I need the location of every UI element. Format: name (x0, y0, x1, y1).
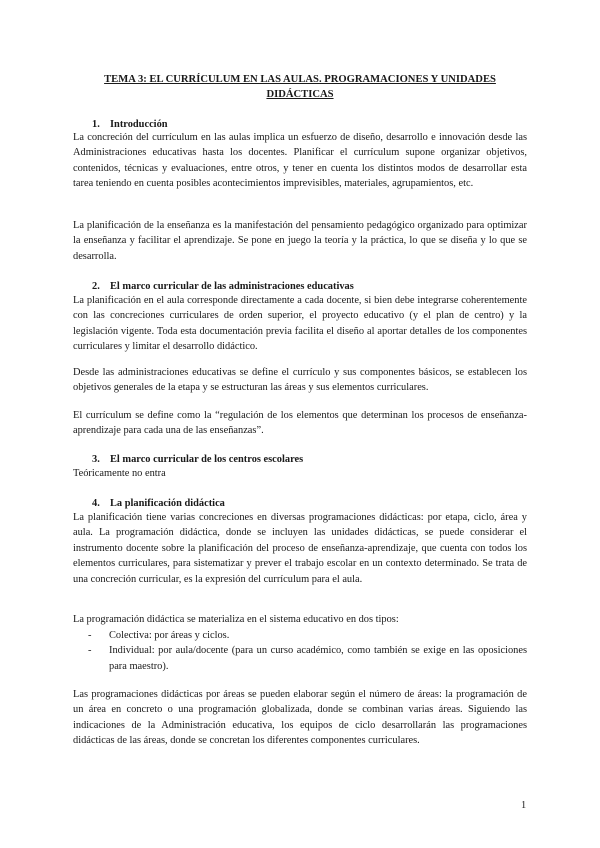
list-item (88, 628, 527, 643)
list-item (88, 643, 527, 674)
section-2-paragraph-1: La planificación en el aula corresponde directamente a cada docente, si bien debe integrarse coherentemente con las concreciones curriculares de orden superior, el proyecto educativo (y el plan de centro) y la legislación vigente. Toda esta documentación previa facilita el diseño al aportar detalles de los componentes curriculares y limitar el desarrollo didáctico. (73, 295, 527, 353)
document-title: TEMA 3: EL CURRÍCULUM EN LAS AULAS. PROGRAMACIONES Y UNIDADES DIDÁCTICAS (104, 74, 496, 100)
section-1-paragraph-1: La concreción del currículum en las aulas implica un esfuerzo de diseño, desarrollo e innovación desde las Administraciones educativas hasta los docentes. Planificar el currículum supone organizar objetivos, contenidos, técnicas y evaluaciones, entre otros, y tener en cuenta los distintos modos de desarrollar esta tarea teniendo en cuenta posibles acontecimientos imprevisibles, materiales, agrupamientos, etc. (73, 132, 527, 190)
section-2-paragraph-2: Desde las administraciones educativas se define el currículo y sus componentes básicos, se establecen los objetivos generales de la etapa y se estructuran las áreas y sus elementos curriculares. (73, 367, 527, 394)
list-bullet: - (88, 630, 92, 641)
section-4-title: La planificación didáctica (110, 498, 225, 509)
list-item-text: Colectiva: por áreas y ciclos. (109, 630, 230, 641)
section-4-paragraph-3: Las programaciones didácticas por áreas se pueden elaborar según el número de áreas: la programación de un área en concreto o una programación globalizada, donde se combinan varias áreas. Siguiendo las indicaciones de la Administración educativa, los equipos de ciclo desarrollarán las programaciones didácticas de las áreas, donde se concretan los diferentes componentes curriculares. (73, 689, 527, 747)
section-2-paragraph-3: El currículum se define como la “regulación de los elementos que determinan los procesos de enseñanza-aprendizaje para cada una de las enseñanzas”. (73, 410, 527, 437)
section-3-title: El marco curricular de los centros escolares (110, 454, 304, 465)
section-3-number: 3. (92, 454, 100, 465)
section-4-paragraph-2: La programación didáctica se materializa en el sistema educativo en dos tipos: (73, 614, 399, 625)
section-4-number: 4. (92, 498, 100, 509)
section-4-paragraph-1: La planificación tiene varias concreciones en diversas programaciones didácticas: por etapa, ciclo, área y aula. La programación didáctica, donde se incluyen las unidades didácticas, se puede considerar el instrumento docente sobre la planificación del proceso de enseñanza-aprendizaje, que cuenta con todos los elementos curriculares, para sistematizar y prever el trabajo escolar en un contexto determinado. Se trata de una concreción curricular, es la expresión del currículum para el aula. (73, 512, 527, 585)
page-number: 1 (521, 800, 527, 811)
section-1-title: Introducción (110, 119, 168, 130)
section-2-number: 2. (92, 281, 100, 292)
section-3-paragraph-1: Teóricamente no entra (73, 468, 166, 479)
section-2-title: El marco curricular de las administraciones educativas (110, 281, 354, 292)
list-item-text: Individual: por aula/docente (para un curso académico, como también se exige en las oposiciones para maestro). (109, 645, 527, 672)
section-1-number: 1. (92, 119, 100, 130)
list-bullet: - (88, 645, 92, 657)
section-1-paragraph-2: La planificación de la enseñanza es la manifestación del pensamiento pedagógico organizado para optimizar la enseñanza y facilitar el aprendizaje. Se pone en juego la teoría y la práctica, lo que se diseña y lo que se desarrolla. (73, 220, 527, 262)
programming-types-list (88, 628, 527, 674)
